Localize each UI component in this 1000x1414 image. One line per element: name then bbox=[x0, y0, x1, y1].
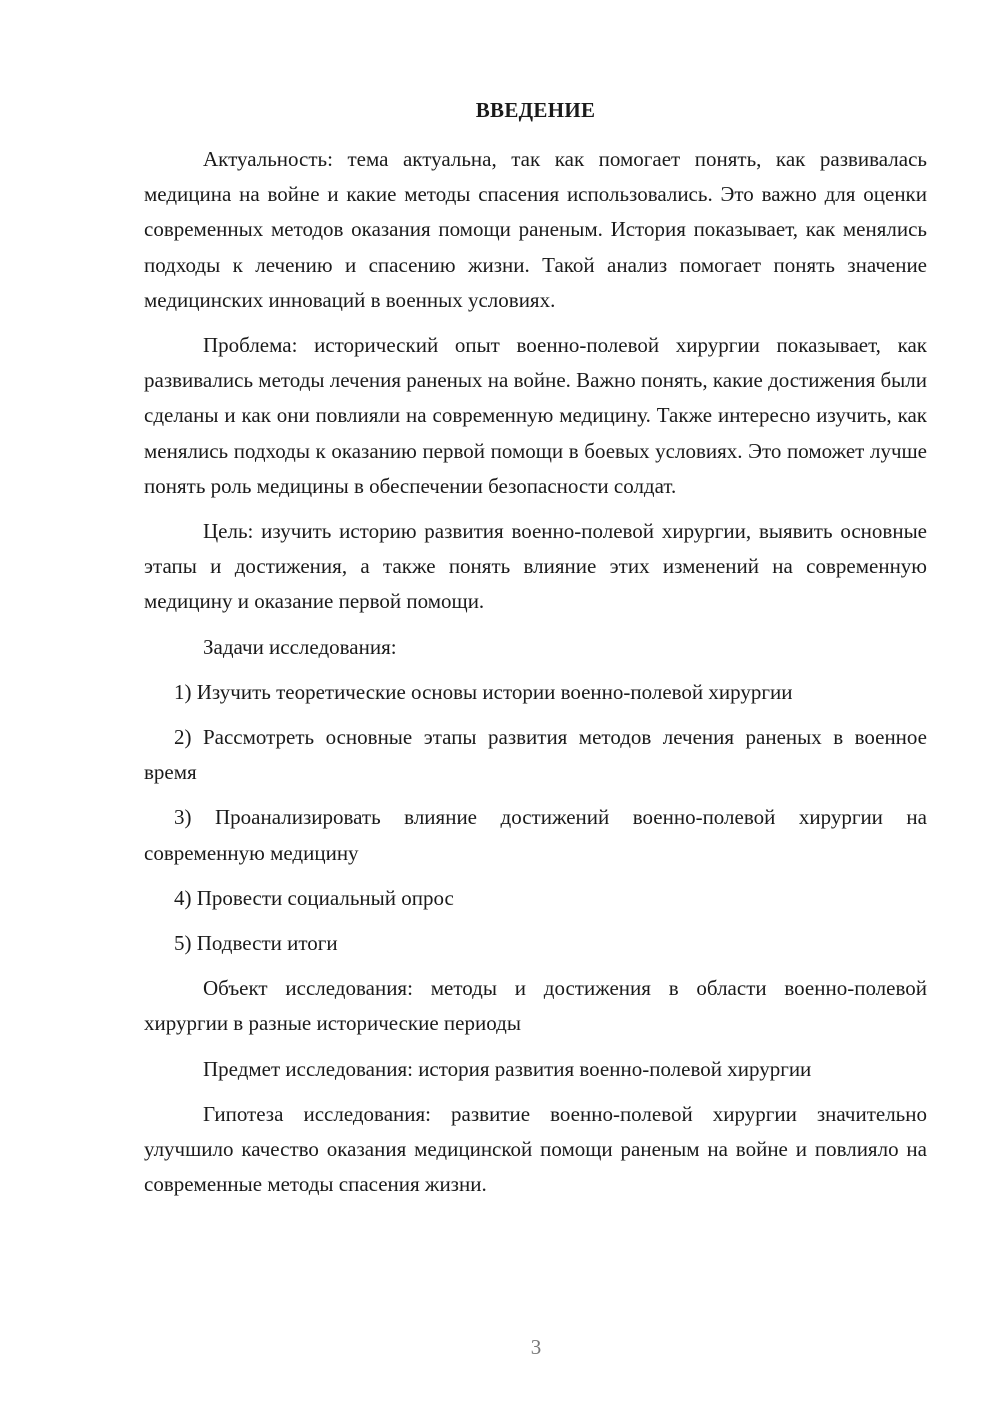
problem-paragraph: Проблема: исторический опыт военно-полевой хирургии показывает, как развивались методы лечения раненых на войне. Важно понять, какие достижения были сделаны и как они повлияли на современную медицину. Также интересно изучить, как менялись подходы к оказанию первой помощи в боевых условиях. Это поможет лучше понять роль медицины в обеспечении безопасности солдат. bbox=[144, 333, 927, 498]
page-number: 3 bbox=[530, 1335, 542, 1359]
relevance-paragraph: Актуальность: тема актуальна, так как помогает понять, как развивалась медицина на войне и какие методы спасения использовались. Это важно для оценки современных методов оказания помощи раненым. История показывает, как менялись подходы к лечению и спасению жизни. Такой анализ помогает понять значение медицинских инноваций в военных условиях. bbox=[144, 147, 927, 312]
task-item-5: 5) Подвести итоги bbox=[174, 931, 338, 956]
tasks-heading: Задачи исследования: bbox=[203, 634, 397, 659]
goal-paragraph: Цель: изучить историю развития военно-полевой хирургии, выявить основные этапы и достижения, а также понять влияние этих изменений на современную медицину и оказание первой помощи. bbox=[144, 519, 927, 614]
object-paragraph: Объект исследования: методы и достижения в области военно-полевой хирургии в разные исторические периоды bbox=[144, 976, 927, 1036]
section-heading: ВВЕДЕНИЕ bbox=[475, 98, 596, 122]
document-page bbox=[144, 96, 927, 1212]
hypothesis-paragraph: Гипотеза исследования: развитие военно-полевой хирургии значительно улучшило качество оказания медицинской помощи раненым на войне и повлияло на современные методы спасения жизни. bbox=[144, 1101, 927, 1197]
subject-paragraph: Предмет исследования: история развития военно-полевой хирургии bbox=[203, 1056, 812, 1081]
task-item-2: 2) Рассмотреть основные этапы развития методов лечения раненых в военное время bbox=[144, 725, 927, 785]
task-item-3: 3) Проанализировать влияние достижений военно-полевой хирургии на современную медицину bbox=[144, 805, 927, 865]
task-item-1: 1) Изучить теоретические основы истории военно-полевой хирургии bbox=[174, 679, 793, 704]
task-item-4: 4) Провести социальный опрос bbox=[174, 885, 454, 910]
